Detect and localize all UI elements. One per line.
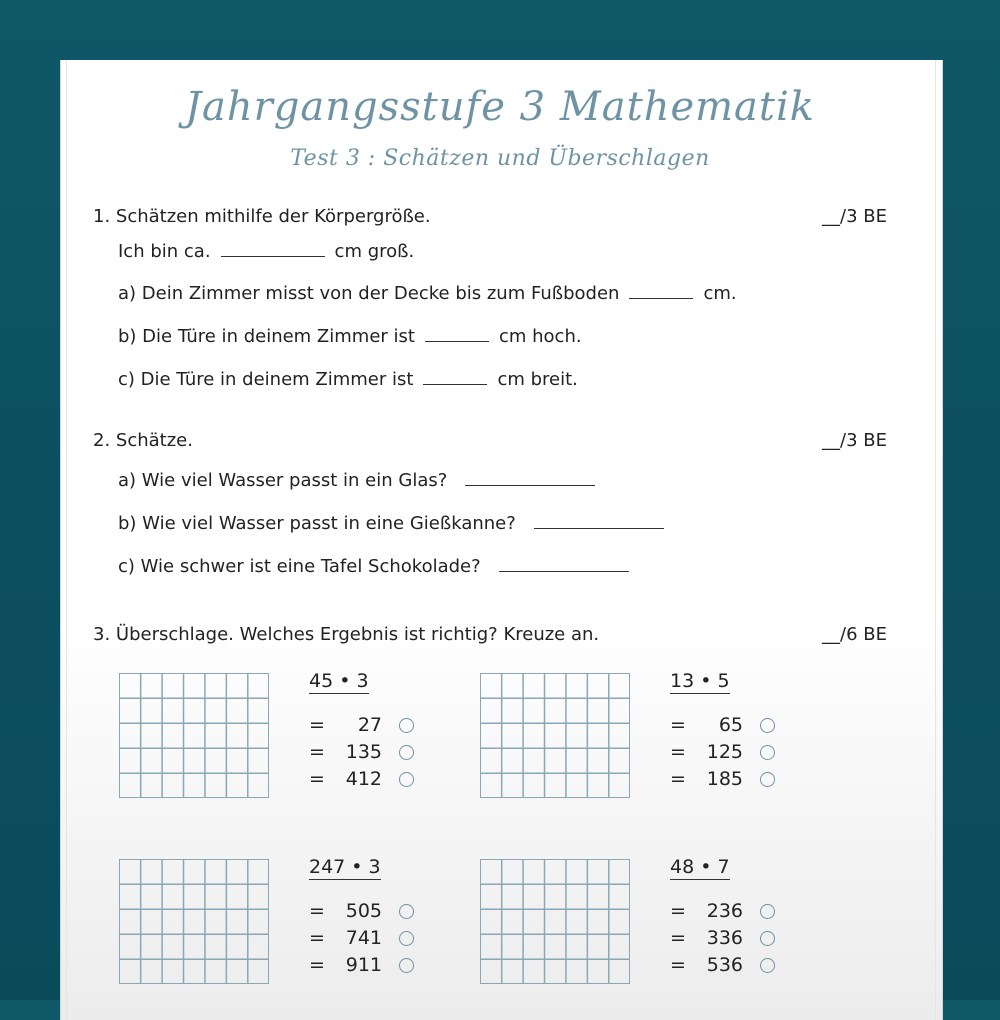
q2a-answer-blank[interactable]: [465, 469, 595, 486]
q1a-text: a) Dein Zimmer misst von der Decke bis zum Fußboden: [118, 283, 620, 304]
task-3-checkbox-1[interactable]: [399, 904, 414, 919]
task-3-option-1: [309, 900, 382, 922]
q2c-answer-blank[interactable]: [499, 555, 629, 572]
calc-grid-3[interactable]: [119, 859, 269, 984]
task-1-option-1: [309, 714, 382, 736]
calc-grid-4[interactable]: [480, 859, 630, 984]
task-4-option-2: [670, 927, 743, 949]
q2a-text: a) Wie viel Wasser passt in ein Glas?: [118, 470, 448, 491]
option-value: 536: [706, 954, 743, 976]
question-2-text: 2. Schätze.: [93, 430, 193, 451]
task-3-checkbox-2[interactable]: [399, 931, 414, 946]
equals-sign: =: [309, 714, 325, 736]
question-3-points: __/6 BE: [822, 624, 887, 645]
option-value: 412: [345, 768, 382, 790]
task-4-option-3: [670, 954, 743, 976]
equals-sign: =: [670, 900, 686, 922]
equals-sign: =: [670, 768, 686, 790]
question-2a: [118, 469, 605, 491]
task-4-expression: 48 • 7: [670, 856, 730, 878]
task-2-expression: 13 • 5: [670, 670, 730, 692]
question-1-text: 1. Schätzen mithilfe der Körpergröße.: [93, 206, 431, 227]
question-1b: [118, 325, 582, 347]
question-1a: [118, 282, 737, 304]
worksheet-title: Jahrgangsstufe 3 Mathematik: [184, 84, 816, 130]
question-1-points: __/3 BE: [822, 206, 887, 227]
option-value: 236: [706, 900, 743, 922]
q2b-answer-blank[interactable]: [534, 512, 664, 529]
equals-sign: =: [309, 954, 325, 976]
task-4-checkbox-2[interactable]: [760, 931, 775, 946]
option-value: 27: [357, 714, 382, 736]
task-2-option-2: [670, 741, 743, 763]
task-1-expression: 45 • 3: [309, 670, 369, 692]
height-suffix: cm groß.: [334, 241, 415, 262]
question-2-points: __/3 BE: [822, 430, 887, 451]
q1c-answer-blank[interactable]: [423, 368, 487, 385]
q1b-answer-blank[interactable]: [425, 325, 489, 342]
q1b-unit: cm hoch.: [498, 326, 582, 347]
worksheet-subtitle: Test 3 : Schätzen und Überschlagen: [290, 146, 710, 171]
q2b-text: b) Wie viel Wasser passt in eine Gießkanne?: [118, 513, 516, 534]
option-value: 135: [345, 741, 382, 763]
task-3-checkbox-3[interactable]: [399, 958, 414, 973]
option-value: 125: [706, 741, 743, 763]
q1c-unit: cm breit.: [497, 369, 578, 390]
question-1-height-line: [118, 240, 414, 262]
question-1c: [118, 368, 578, 390]
task-3-option-3: [309, 954, 382, 976]
task-2-checkbox-3[interactable]: [760, 772, 775, 787]
task-1-checkbox-2[interactable]: [399, 745, 414, 760]
option-value: 65: [718, 714, 743, 736]
calc-grid-1[interactable]: [119, 673, 269, 798]
question-2c: [118, 555, 639, 577]
task-4-checkbox-1[interactable]: [760, 904, 775, 919]
option-value: 185: [706, 768, 743, 790]
question-3-text: 3. Überschlage. Welches Ergebnis ist richtig? Kreuze an.: [93, 624, 600, 645]
task-3-option-2: [309, 927, 382, 949]
height-prefix: Ich bin ca.: [118, 241, 211, 262]
option-value: 505: [345, 900, 382, 922]
task-1-checkbox-1[interactable]: [399, 718, 414, 733]
equals-sign: =: [309, 741, 325, 763]
q1a-answer-blank[interactable]: [629, 282, 693, 299]
task-2-option-1: [670, 714, 743, 736]
equals-sign: =: [670, 714, 686, 736]
q1a-unit: cm.: [703, 283, 737, 304]
task-1-option-3: [309, 768, 382, 790]
option-value: 336: [706, 927, 743, 949]
task-2-option-3: [670, 768, 743, 790]
task-3-expression: 247 • 3: [309, 856, 381, 878]
task-1-option-2: [309, 741, 382, 763]
equals-sign: =: [670, 741, 686, 763]
task-4-checkbox-3[interactable]: [760, 958, 775, 973]
equals-sign: =: [309, 927, 325, 949]
option-value: 911: [345, 954, 382, 976]
equals-sign: =: [670, 927, 686, 949]
calc-grid-2[interactable]: [480, 673, 630, 798]
equals-sign: =: [309, 768, 325, 790]
equals-sign: =: [309, 900, 325, 922]
option-value: 741: [345, 927, 382, 949]
q2c-text: c) Wie schwer ist eine Tafel Schokolade?: [118, 556, 481, 577]
task-2-checkbox-2[interactable]: [760, 745, 775, 760]
task-1-checkbox-3[interactable]: [399, 772, 414, 787]
height-answer-blank[interactable]: [221, 240, 325, 257]
task-4-option-1: [670, 900, 743, 922]
q1b-text: b) Die Türe in deinem Zimmer ist: [118, 326, 415, 347]
question-2b: [118, 512, 674, 534]
task-2-checkbox-1[interactable]: [760, 718, 775, 733]
q1c-text: c) Die Türe in deinem Zimmer ist: [118, 369, 414, 390]
equals-sign: =: [670, 954, 686, 976]
